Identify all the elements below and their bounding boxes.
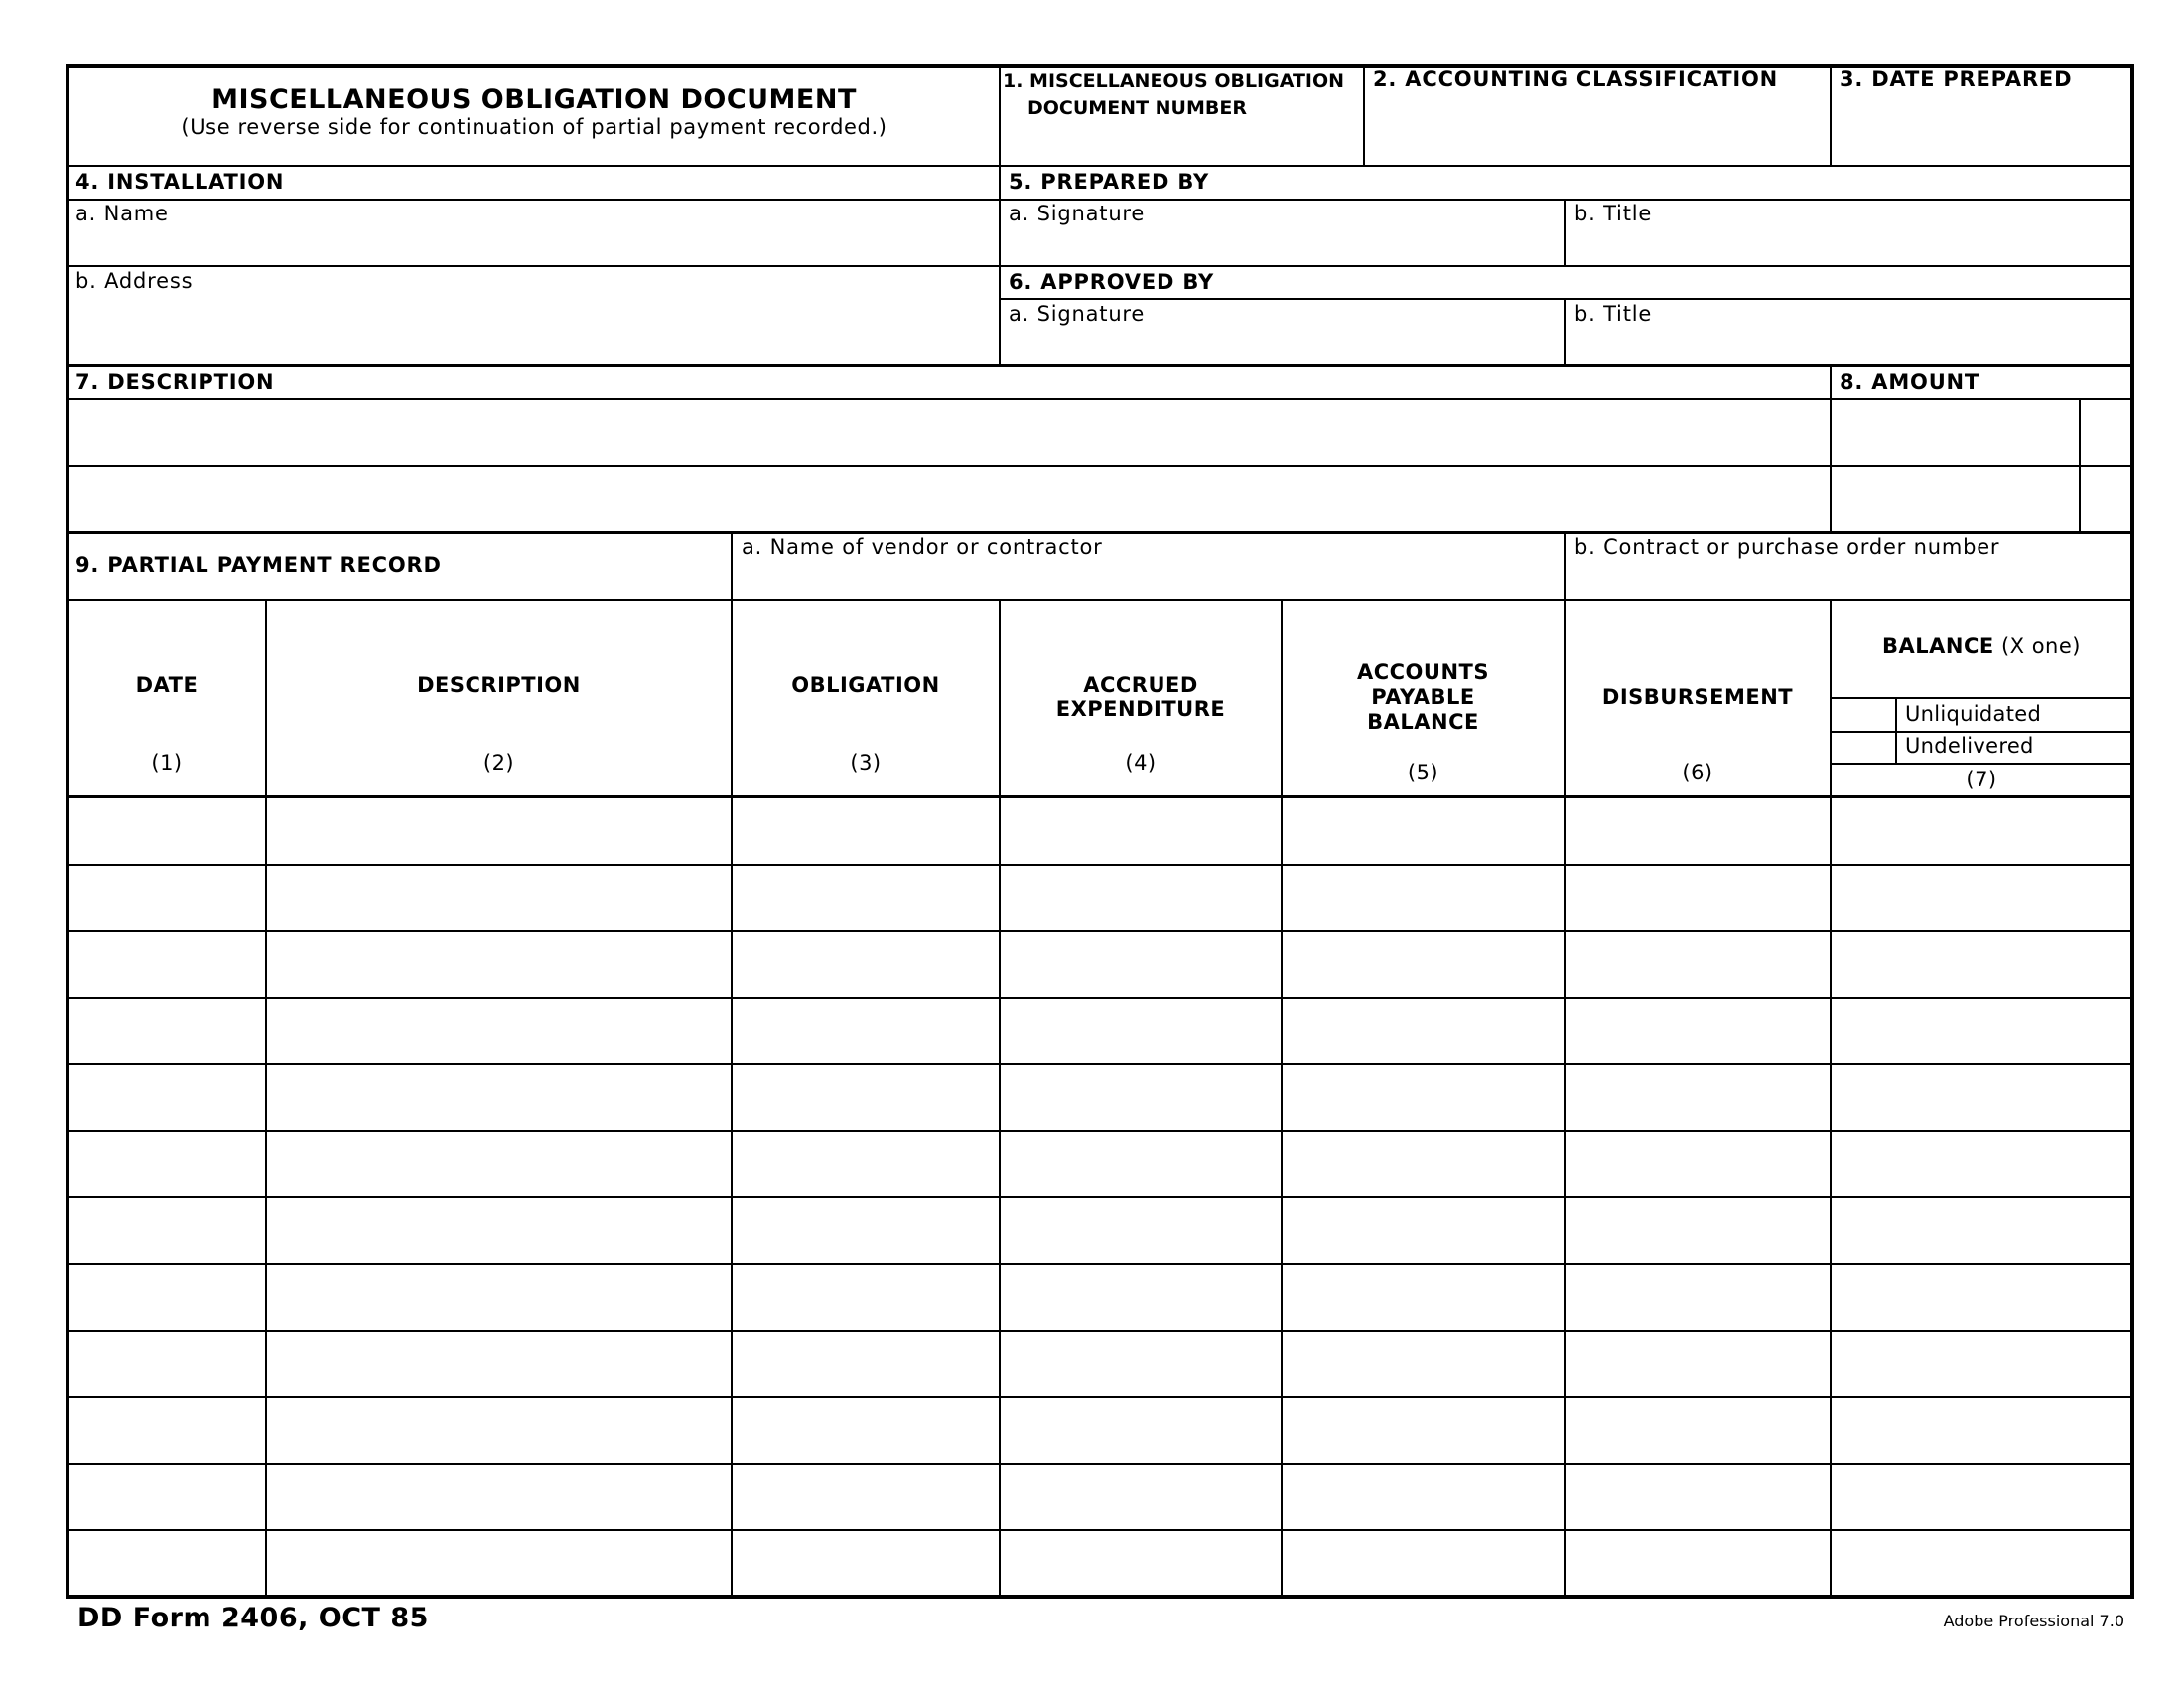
cell-obligation[interactable] xyxy=(735,800,997,863)
divider xyxy=(66,531,2134,534)
cell-obligation[interactable] xyxy=(735,933,997,996)
balance-option-unliquidated: Unliquidated xyxy=(1905,702,2042,726)
cell-obligation[interactable] xyxy=(735,1532,997,1595)
table-row xyxy=(66,1331,2134,1397)
divider xyxy=(66,398,2134,400)
cell-accrued-expenditure[interactable] xyxy=(1003,1133,1279,1196)
vendor-name-field[interactable] xyxy=(735,562,1562,598)
table-row xyxy=(66,998,2134,1064)
contract-number-field[interactable] xyxy=(1568,562,2128,598)
cell-accounts-payable-balance[interactable] xyxy=(1285,1399,1562,1462)
block7-label: 7. DESCRIPTION xyxy=(75,370,275,394)
balance-option-undelivered: Undelivered xyxy=(1905,734,2034,758)
block4b-label: b. Address xyxy=(75,269,194,293)
cell-disbursement[interactable] xyxy=(1568,1399,1828,1462)
cell-disbursement[interactable] xyxy=(1568,1000,1828,1062)
cell-disbursement[interactable] xyxy=(1568,933,1828,996)
cell-date[interactable] xyxy=(69,1199,263,1262)
cell-balance[interactable] xyxy=(1834,1066,2132,1129)
divider xyxy=(1895,698,1897,764)
divider xyxy=(1564,199,1566,266)
block6a-label: a. Signature xyxy=(1009,302,1146,326)
form-subtitle: (Use reverse side for continuation of partial payment recorded.) xyxy=(181,115,887,139)
approved-by-title-field[interactable] xyxy=(1568,327,2128,363)
divider xyxy=(1830,763,2134,765)
col-ap-header-line3: BALANCE xyxy=(1367,710,1479,734)
divider xyxy=(1830,731,2134,733)
divider xyxy=(66,465,2134,467)
cell-accrued-expenditure[interactable] xyxy=(1003,867,1279,929)
divider xyxy=(66,364,2134,367)
block6b-label: b. Title xyxy=(1574,302,1653,326)
divider xyxy=(66,165,2134,167)
col-description-header: DESCRIPTION xyxy=(417,673,581,697)
cell-balance[interactable] xyxy=(1834,933,2132,996)
col-accrued-header-line1: ACCRUED xyxy=(1083,673,1198,697)
cell-disbursement[interactable] xyxy=(1568,867,1828,929)
document-number-field[interactable] xyxy=(1003,119,1360,163)
divider xyxy=(1564,532,1566,602)
block9b-label: b. Contract or purchase order number xyxy=(1574,535,2000,559)
table-row xyxy=(66,931,2134,998)
cell-accrued-expenditure[interactable] xyxy=(1003,1532,1279,1595)
cell-balance[interactable] xyxy=(1834,800,2132,863)
table-row xyxy=(66,1530,2134,1597)
col-ap-header-line1: ACCOUNTS xyxy=(1356,660,1489,684)
cell-obligation[interactable] xyxy=(735,1266,997,1329)
cell-accounts-payable-balance[interactable] xyxy=(1285,1266,1562,1329)
balance-undelivered-checkbox[interactable] xyxy=(1834,734,1893,762)
cell-balance[interactable] xyxy=(1834,867,2132,929)
divider xyxy=(1830,64,1832,167)
divider xyxy=(1363,64,1365,167)
table-row xyxy=(66,798,2134,865)
cell-disbursement[interactable] xyxy=(1568,1133,1828,1196)
description-line-1-field[interactable] xyxy=(69,401,1828,464)
approved-by-signature-field[interactable] xyxy=(1003,327,1562,363)
cell-accounts-payable-balance[interactable] xyxy=(1285,933,1562,996)
block3-label: 3. DATE PREPARED xyxy=(1840,68,2073,91)
cell-obligation[interactable] xyxy=(735,1000,997,1062)
table-row xyxy=(66,1064,2134,1131)
block5b-label: b. Title xyxy=(1574,202,1653,225)
cell-date[interactable] xyxy=(69,933,263,996)
cell-disbursement[interactable] xyxy=(1568,1266,1828,1329)
col-ap-number: (5) xyxy=(1407,761,1439,784)
prepared-by-signature-field[interactable] xyxy=(1003,226,1562,264)
cell-description[interactable] xyxy=(269,1266,729,1329)
cell-disbursement[interactable] xyxy=(1568,1066,1828,1129)
date-prepared-field[interactable] xyxy=(1834,95,2128,163)
cell-accounts-payable-balance[interactable] xyxy=(1285,867,1562,929)
cell-description[interactable] xyxy=(269,1466,729,1528)
cell-accounts-payable-balance[interactable] xyxy=(1285,1532,1562,1595)
balance-label: BALANCE xyxy=(1882,634,1994,658)
col-description-number: (2) xyxy=(482,751,515,774)
table-row xyxy=(66,1131,2134,1197)
block2-label: 2. ACCOUNTING CLASSIFICATION xyxy=(1373,68,1779,91)
col-obligation-header: OBLIGATION xyxy=(791,673,940,697)
cell-disbursement[interactable] xyxy=(1568,1333,1828,1395)
cell-accrued-expenditure[interactable] xyxy=(1003,1199,1279,1262)
cell-date[interactable] xyxy=(69,1399,263,1462)
form-title: MISCELLANEOUS OBLIGATION DOCUMENT xyxy=(211,84,857,115)
cell-date[interactable] xyxy=(69,800,263,863)
description-line-2-field[interactable] xyxy=(69,468,1828,530)
cell-accounts-payable-balance[interactable] xyxy=(1285,1000,1562,1062)
table-row xyxy=(66,1264,2134,1331)
col-ap-header-line2: PAYABLE xyxy=(1371,685,1475,709)
divider xyxy=(1564,299,1566,365)
col-disbursement-number: (6) xyxy=(1682,761,1713,784)
col-disbursement-header: DISBURSEMENT xyxy=(1601,685,1794,709)
cell-accrued-expenditure[interactable] xyxy=(1003,1066,1279,1129)
cell-accounts-payable-balance[interactable] xyxy=(1285,1066,1562,1129)
cell-accounts-payable-balance[interactable] xyxy=(1285,1133,1562,1196)
cell-date[interactable] xyxy=(69,1000,263,1062)
divider xyxy=(999,298,2134,300)
cell-description[interactable] xyxy=(269,1066,729,1129)
partial-payment-table-body xyxy=(66,798,2134,1595)
cell-balance[interactable] xyxy=(1834,1000,2132,1062)
cell-description[interactable] xyxy=(269,1532,729,1595)
prepared-by-title-field[interactable] xyxy=(1568,226,2128,264)
cell-balance[interactable] xyxy=(1834,1133,2132,1196)
cell-balance[interactable] xyxy=(1834,1532,2132,1595)
divider xyxy=(66,199,2134,201)
divider xyxy=(66,599,2134,601)
cell-obligation[interactable] xyxy=(735,867,997,929)
cell-date[interactable] xyxy=(69,1066,263,1129)
col-obligation-number: (3) xyxy=(850,751,882,774)
block8-label: 8. AMOUNT xyxy=(1840,370,1980,394)
divider xyxy=(1830,365,1832,532)
cell-obligation[interactable] xyxy=(735,1399,997,1462)
block1-label: 1. MISCELLANEOUS OBLIGATION xyxy=(1003,70,1345,92)
installation-name-field[interactable] xyxy=(69,226,997,264)
balance-note: (X one) xyxy=(1993,634,2081,658)
cell-description[interactable] xyxy=(269,1399,729,1462)
amount-line-1-field[interactable] xyxy=(1834,401,2077,464)
block5a-label: a. Signature xyxy=(1009,202,1146,225)
cell-date[interactable] xyxy=(69,1333,263,1395)
table-row xyxy=(66,1464,2134,1530)
cell-accrued-expenditure[interactable] xyxy=(1003,1466,1279,1528)
border-top xyxy=(66,64,2134,68)
block1-label-line2: DOCUMENT NUMBER xyxy=(1027,97,1247,119)
cell-disbursement[interactable] xyxy=(1568,800,1828,863)
block5-label: 5. PREPARED BY xyxy=(1009,170,1210,194)
cell-balance[interactable] xyxy=(1834,1333,2132,1395)
cell-accrued-expenditure[interactable] xyxy=(1003,1266,1279,1329)
cell-accounts-payable-balance[interactable] xyxy=(1285,1466,1562,1528)
col-balance-header xyxy=(1831,636,2132,657)
cell-balance[interactable] xyxy=(1834,1399,2132,1462)
footer-software: Adobe Professional 7.0 xyxy=(1943,1612,2124,1630)
table-row xyxy=(66,1197,2134,1264)
cell-obligation[interactable] xyxy=(735,1466,997,1528)
accounting-classification-field[interactable] xyxy=(1367,95,1828,163)
cell-balance[interactable] xyxy=(1834,1199,2132,1262)
cell-accrued-expenditure[interactable] xyxy=(1003,800,1279,863)
cell-description[interactable] xyxy=(269,867,729,929)
cell-date[interactable] xyxy=(69,1266,263,1329)
col-accrued-number: (4) xyxy=(1125,751,1157,774)
col-balance-number: (7) xyxy=(1966,768,1997,791)
cell-description[interactable] xyxy=(269,1333,729,1395)
cell-description[interactable] xyxy=(269,1199,729,1262)
cell-accounts-payable-balance[interactable] xyxy=(1285,1333,1562,1395)
block4a-label: a. Name xyxy=(75,202,169,225)
col-date-header: DATE xyxy=(135,673,199,697)
cell-disbursement[interactable] xyxy=(1568,1199,1828,1262)
cell-obligation[interactable] xyxy=(735,1199,997,1262)
cell-accounts-payable-balance[interactable] xyxy=(1285,800,1562,863)
block9a-label: a. Name of vendor or contractor xyxy=(742,535,1103,559)
cell-date[interactable] xyxy=(69,1133,263,1196)
cell-date[interactable] xyxy=(69,1466,263,1528)
cell-description[interactable] xyxy=(269,933,729,996)
cell-disbursement[interactable] xyxy=(1568,1532,1828,1595)
block4-label: 4. INSTALLATION xyxy=(75,170,285,194)
cell-accrued-expenditure[interactable] xyxy=(1003,933,1279,996)
cell-accrued-expenditure[interactable] xyxy=(1003,1333,1279,1395)
col-date-number: (1) xyxy=(151,751,183,774)
cell-obligation[interactable] xyxy=(735,1333,997,1395)
divider xyxy=(66,265,2134,267)
cell-description[interactable] xyxy=(269,1133,729,1196)
cell-disbursement[interactable] xyxy=(1568,1466,1828,1528)
cell-accrued-expenditure[interactable] xyxy=(1003,1399,1279,1462)
cell-description[interactable] xyxy=(269,800,729,863)
divider xyxy=(731,532,733,602)
installation-address-field[interactable] xyxy=(69,294,997,363)
table-row xyxy=(66,1397,2134,1464)
block9-label: 9. PARTIAL PAYMENT RECORD xyxy=(75,553,442,577)
amount-line-2-field[interactable] xyxy=(1834,468,2077,530)
cell-accrued-expenditure[interactable] xyxy=(1003,1000,1279,1062)
cell-obligation[interactable] xyxy=(735,1133,997,1196)
cell-date[interactable] xyxy=(69,867,263,929)
cell-obligation[interactable] xyxy=(735,1066,997,1129)
block6-label: 6. APPROVED BY xyxy=(1009,270,1214,294)
footer-form-id: DD Form 2406, OCT 85 xyxy=(77,1603,429,1633)
divider xyxy=(1830,697,2134,699)
cell-description[interactable] xyxy=(269,1000,729,1062)
cell-accounts-payable-balance[interactable] xyxy=(1285,1199,1562,1262)
table-row xyxy=(66,865,2134,931)
cell-date[interactable] xyxy=(69,1532,263,1595)
col-accrued-header-line2: EXPENDITURE xyxy=(1055,697,1226,721)
cell-balance[interactable] xyxy=(1834,1466,2132,1528)
balance-unliquidated-checkbox[interactable] xyxy=(1834,700,1893,730)
cell-balance[interactable] xyxy=(1834,1266,2132,1329)
divider xyxy=(999,64,1001,365)
